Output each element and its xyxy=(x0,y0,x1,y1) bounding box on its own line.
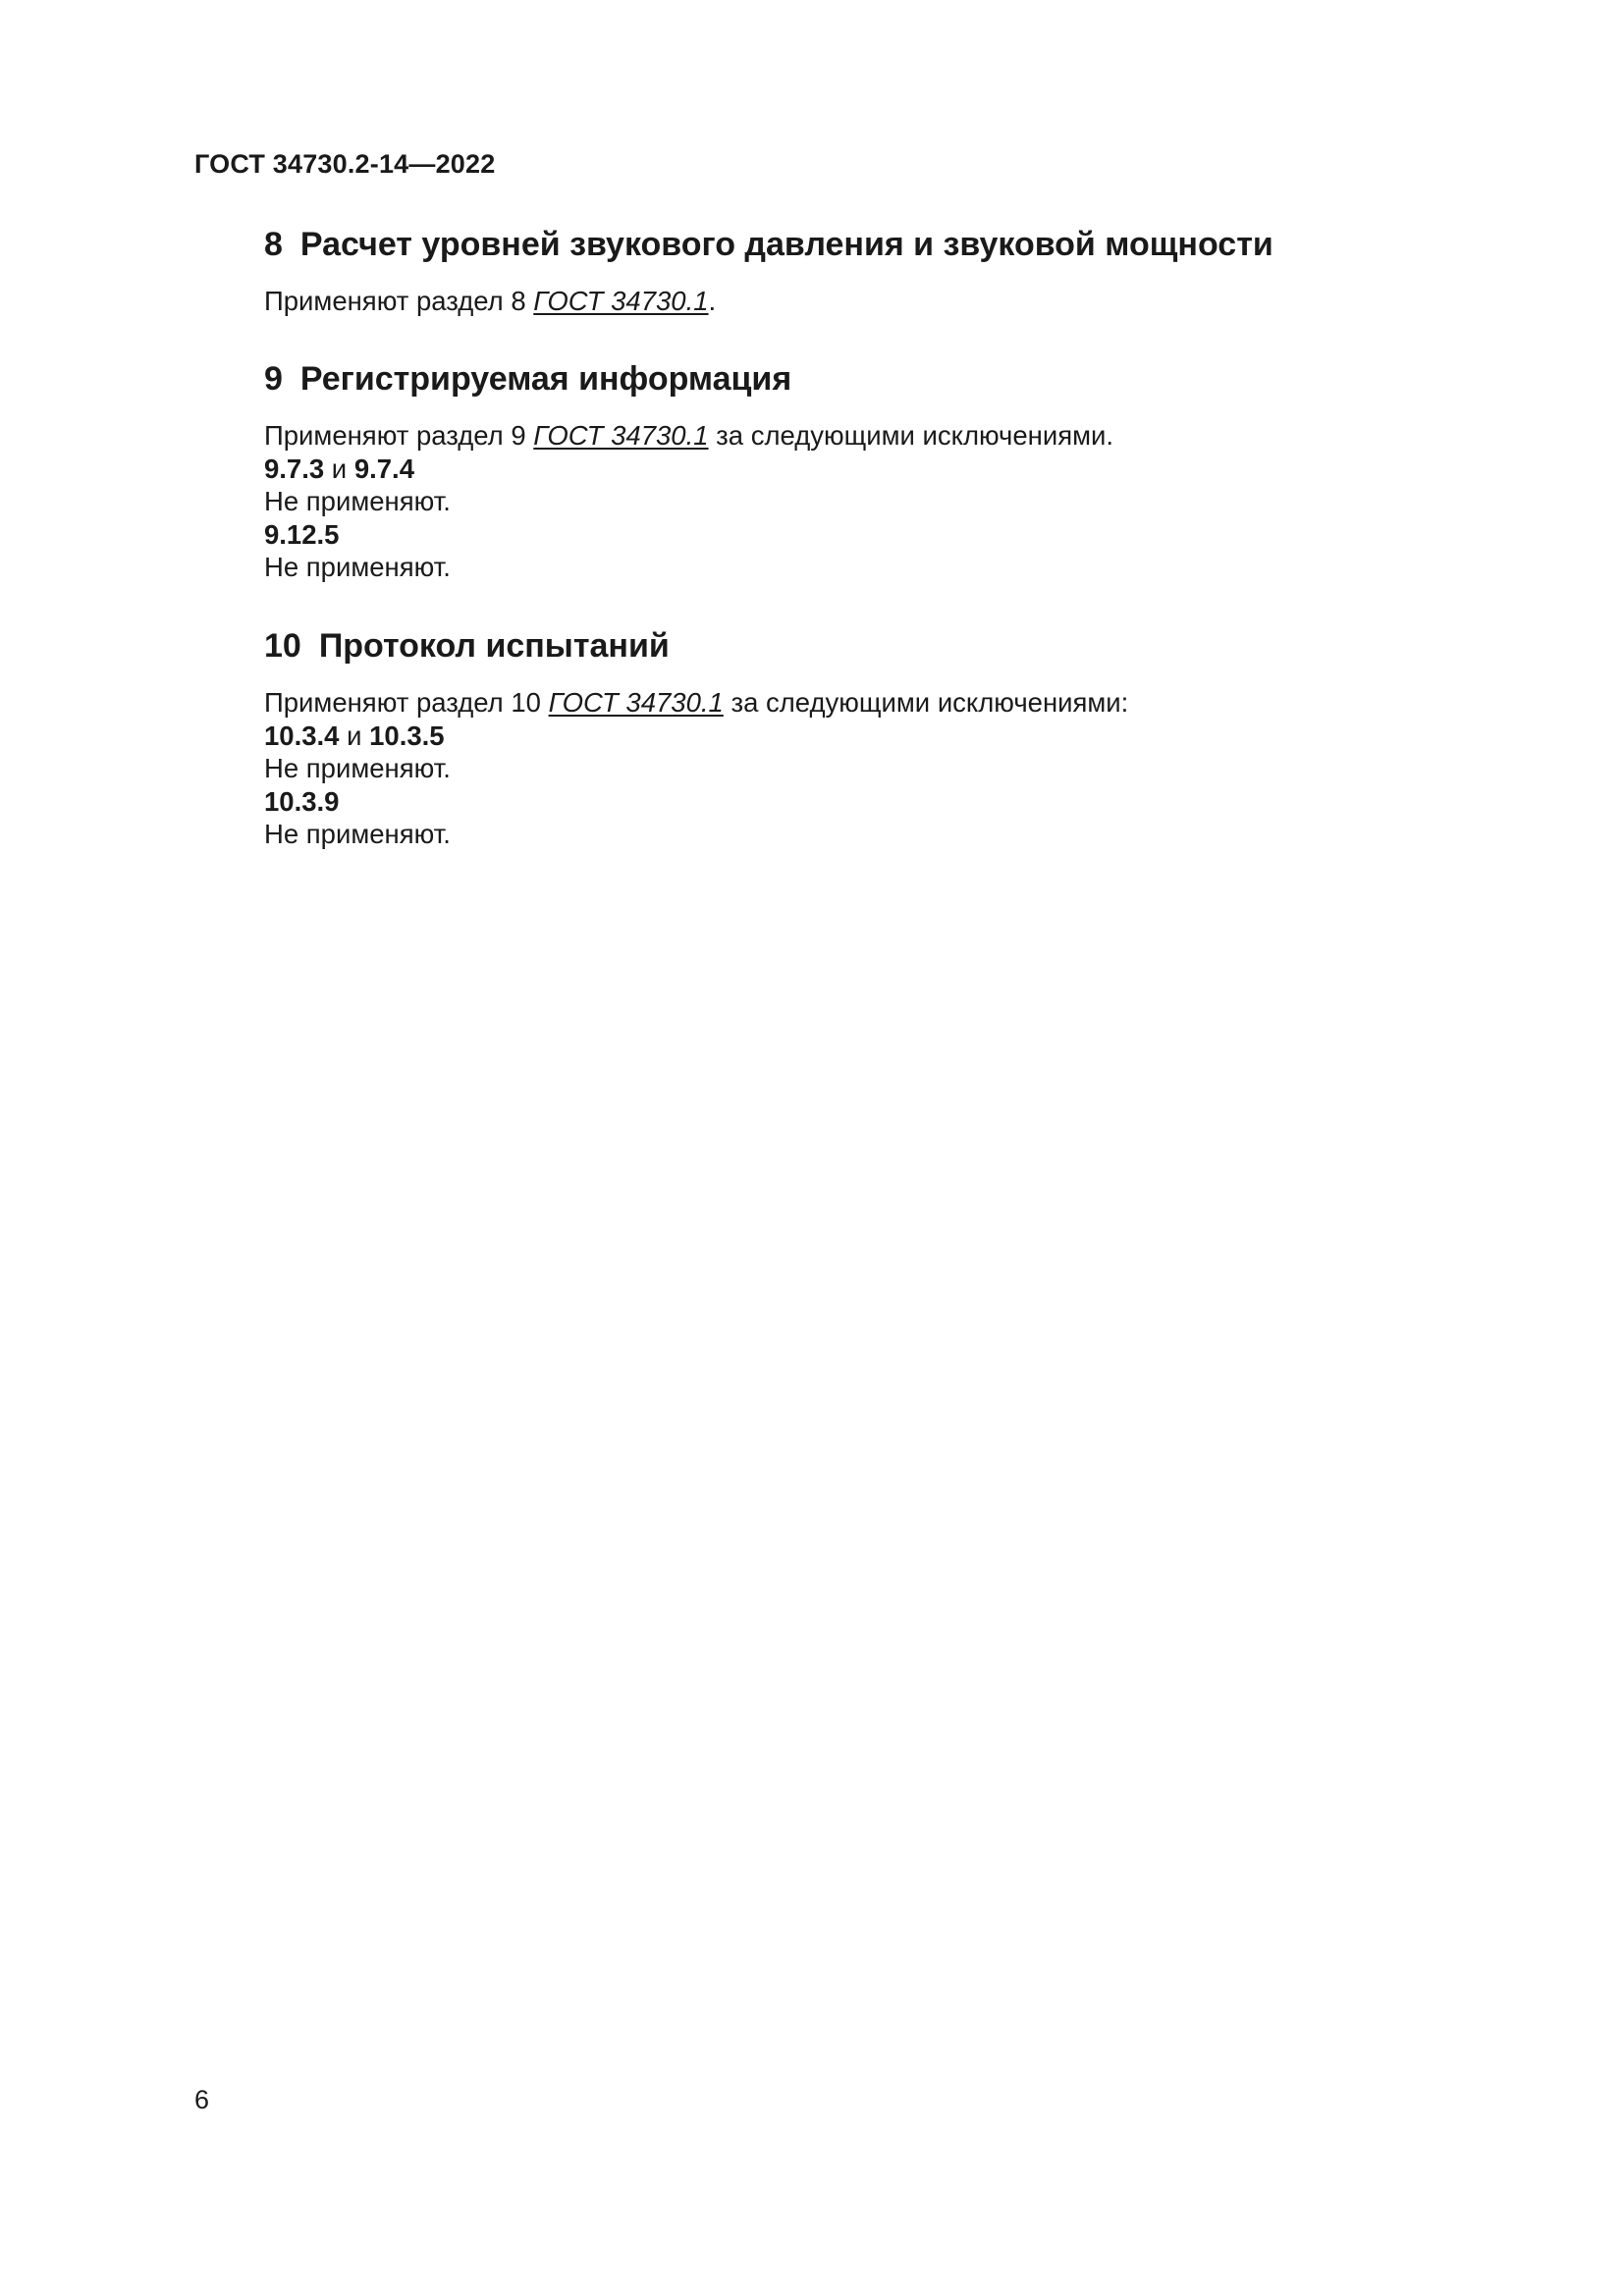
document-code: ГОСТ 34730.2-14—2022 xyxy=(194,149,496,179)
clause-10-3-4-10-3-5 xyxy=(264,720,1442,753)
section-10-number: 10 xyxy=(264,627,301,665)
section-9-text: Применяют раздел 9 xyxy=(264,420,534,451)
clause-10-3-9: 10.3.9 xyxy=(264,785,340,817)
gost-reference-link[interactable]: ГОСТ 34730.1 xyxy=(548,687,724,718)
section-8-title xyxy=(264,225,1442,264)
clause-text: Не применяют. xyxy=(264,486,451,517)
section-9 xyxy=(264,359,1442,584)
section-8-text: Применяют раздел 8 xyxy=(264,286,534,316)
section-9-title xyxy=(264,359,1442,399)
gost-reference-link[interactable]: ГОСТ 34730.1 xyxy=(533,420,709,451)
section-9-text-end: за следующими исключениями. xyxy=(708,420,1114,451)
conjunction: и xyxy=(339,720,370,751)
section-8 xyxy=(264,225,1442,318)
clause-number: 9.7.3 xyxy=(264,453,325,484)
section-10-title xyxy=(264,626,1442,666)
clause-number: 10.3.4 xyxy=(264,720,340,751)
section-10-text-end: за следующими исключениями: xyxy=(723,687,1129,718)
clause-text: Не применяют. xyxy=(264,552,451,583)
clause-number: 9.7.4 xyxy=(353,453,414,484)
clause-9-12-5: 9.12.5 xyxy=(264,518,340,550)
section-9-title-text: Регистрируемая информация xyxy=(299,360,792,398)
clause-number: 10.3.5 xyxy=(369,720,445,751)
section-10 xyxy=(264,626,1442,851)
clause-text: Не применяют. xyxy=(264,753,451,784)
section-8-title-text: Расчет уровней звукового давления и звуковой мощности xyxy=(299,226,1273,263)
section-9-paragraph xyxy=(264,419,1442,453)
gost-reference-link[interactable]: ГОСТ 34730.1 xyxy=(533,286,709,316)
clause-9-7-3-9-7-4 xyxy=(264,453,1442,486)
section-8-number: 8 xyxy=(264,226,283,263)
conjunction: и xyxy=(324,453,354,484)
section-10-text: Применяют раздел 10 xyxy=(264,687,549,718)
section-10-title-text: Протокол испытаний xyxy=(318,627,670,665)
section-9-number: 9 xyxy=(264,360,283,398)
section-8-text-end: . xyxy=(708,286,717,316)
section-10-paragraph xyxy=(264,686,1442,720)
page-number: 6 xyxy=(194,2085,210,2114)
section-8-paragraph xyxy=(264,285,1442,318)
clause-text: Не применяют. xyxy=(264,819,451,850)
